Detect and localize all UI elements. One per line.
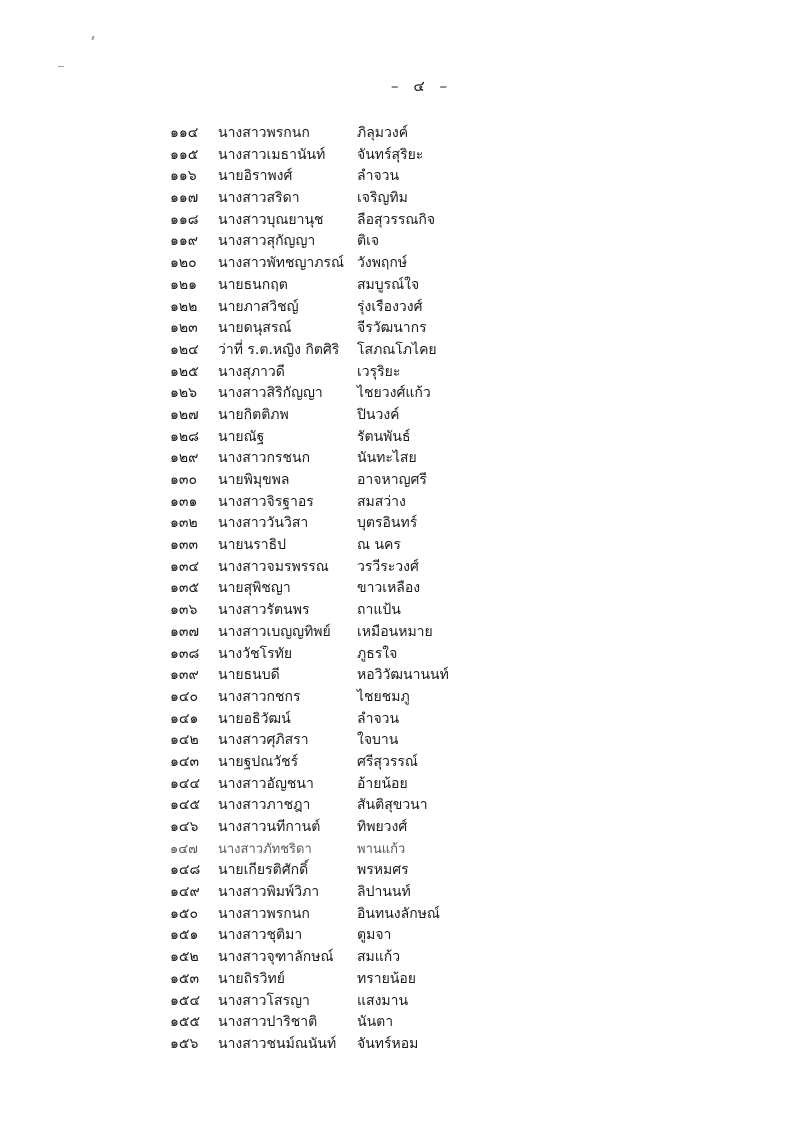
entry-given-name: นางสาวเบญญทิพย์ [218,623,331,640]
entry-surname: เจริญทิม [357,190,408,207]
list-item [0,145,800,167]
page-number-dash-left: – [391,77,401,95]
entry-surname: ลำจวน [357,710,400,727]
name-list [0,123,800,1056]
entry-surname: พรหมศร [357,862,409,879]
entry-surname: อินทนงลักษณ์ [357,905,440,922]
entry-surname: หอวิวัฒนานนท์ [357,667,449,684]
entry-given-name: นายนราธิป [218,537,287,554]
entry-surname: บุตรอินทร์ [357,515,418,532]
entry-number: ๑๔๓ [170,753,200,770]
entry-number: ๑๔๕ [170,797,201,814]
entry-given-name: นางสาวพรกนก [218,125,310,141]
list-item [0,535,800,557]
entry-given-name: นายภาสวิชญ์ [218,298,299,315]
entry-number: ๑๔๑ [170,710,199,727]
entry-given-name: นางสาวโสรญา [218,992,310,1009]
entry-given-name: นางสาวรัตนพร [218,602,310,619]
entry-number: ๑๕๔ [170,992,201,1009]
list-item [0,752,800,774]
entry-number: ๑๔๐ [170,688,199,705]
entry-surname: ศรีสุวรรณ์ [357,753,418,770]
entry-surname: สมสว่าง [357,493,406,510]
list-item [0,1034,800,1056]
entry-surname: ติเจ [357,233,380,250]
entry-given-name: นางสาวภัทชริดา [218,841,312,857]
entry-number: ๑๕๓ [170,970,200,987]
entry-given-name: นางสาวบุณยานุช [218,211,324,228]
list-item [0,362,800,384]
entry-number: ๑๒๓ [170,320,198,337]
entry-surname: อาจหาญศรี [357,472,427,488]
entry-number: ๑๑๔ [170,125,199,141]
entry-number: ๑๑๙ [170,233,199,250]
entry-surname: นันตา [357,1014,394,1031]
entry-number: ๑๓๐ [170,472,198,488]
list-item [0,622,800,644]
list-item [0,513,800,535]
list-item [0,427,800,449]
entry-given-name: นายเกียรติศักดิ์ [218,862,309,879]
entry-number: ๑๒๔ [170,341,199,358]
entry-surname: นันทะไสย [357,450,417,467]
entry-given-name: นายณัฐ [218,428,265,445]
entry-surname: สมบูรณ์ใจ [357,276,420,293]
entry-surname: วรวีระวงศ์ [357,558,419,575]
entry-given-name: นางสาวปาริชาติ [218,1014,318,1031]
list-item [0,340,800,362]
list-item [0,709,800,731]
entry-number: ๑๓๕ [170,580,200,597]
entry-number: ๑๕๑ [170,927,199,944]
list-item [0,470,800,492]
entry-number: ๑๓๖ [170,602,198,619]
entry-given-name: นายกิตติภพ [218,406,289,423]
entry-surname: ทรายน้อย [357,970,416,987]
entry-surname: วังพฤกษ์ [357,255,408,272]
list-item [0,231,800,253]
entry-number: ๑๕๖ [170,1035,199,1052]
entry-number: ๑๔๙ [170,884,200,901]
list-item [0,1012,800,1034]
entry-number: ๑๒๖ [170,385,198,402]
entry-surname: ลำจวน [357,168,400,185]
list-item [0,925,800,947]
entry-number: ๑๔๒ [170,732,199,749]
entry-number: ๑๑๗ [170,190,199,207]
entry-number: ๑๕๕ [170,1014,201,1031]
entry-surname: ลิปานนท์ [357,884,411,901]
list-item [0,687,800,709]
list-item [0,774,800,796]
entry-given-name: นางสาวศุภิสรา [218,732,309,749]
list-item [0,557,800,579]
entry-given-name: นางสาวสริดา [218,190,300,207]
entry-given-name: นางสาวกรชนก [218,450,311,467]
entry-given-name: นางสาวกชกร [218,688,301,705]
entry-number: ๑๑๕ [170,146,199,163]
entry-number: ๑๒๘ [170,428,199,445]
entry-number: ๑๕๒ [170,949,199,966]
list-item [0,210,800,232]
entry-surname: รุ่งเรืองวงศ์ [357,298,423,315]
entry-given-name: นางสาวชนม์ณนันท์ [218,1035,337,1052]
entry-number: ๑๓๗ [170,623,199,640]
entry-surname: สมแก้ว [357,949,401,966]
entry-surname: เวรุริยะ [357,363,401,380]
entry-given-name: นายพิมุขพล [218,472,290,488]
list-item [0,123,800,145]
entry-given-name: นางสาวสุกัญญา [218,233,316,250]
entry-surname: รัตนพันธ์ [357,428,411,445]
page-number-dash-right: – [439,77,449,95]
entry-given-name: นายอิราพงศ์ [218,168,293,185]
list-item [0,904,800,926]
entry-surname: สันติสุขวนา [357,797,428,814]
entry-given-name: นางสาวจิรฐาอร [218,493,314,510]
scan-speck [58,66,64,67]
entry-given-name: นายธนกฤต [218,276,288,293]
entry-given-name: นางสุภาวดี [218,363,285,380]
entry-number: ๑๓๒ [170,515,198,532]
entry-number: ๑๒๑ [170,276,198,293]
entry-surname: ใจบาน [357,732,399,749]
entry-given-name: นายธนบดี [218,667,280,684]
entry-number: ๑๔๘ [170,862,201,879]
entry-number: ๑๕๐ [170,905,199,922]
list-item [0,492,800,514]
entry-surname: โสภณโภไคย [357,341,437,358]
entry-surname: ไชยวงศ์แก้ว [357,385,431,402]
list-item [0,947,800,969]
list-item [0,166,800,188]
list-item [0,860,800,882]
entry-surname: ขาวเหลือง [357,580,421,597]
entry-given-name: นางสาวอัญชนา [218,775,314,792]
entry-number: ๑๓๓ [170,537,199,554]
entry-given-name: นางสาวสิริกัญญา [218,385,323,402]
entry-number: ๑๔๗ [170,841,198,857]
entry-surname: จีรวัฒนากร [357,320,427,337]
entry-number: ๑๓๔ [170,558,200,575]
entry-surname: จันทร์สุริยะ [357,146,424,163]
entry-surname: จันทร์หอม [357,1035,419,1052]
list-item [0,839,800,861]
entry-given-name: นายสุพิชญา [218,580,291,597]
entry-number: ๑๓๘ [170,645,200,662]
list-item [0,991,800,1013]
entry-number: ๑๒๕ [170,363,199,380]
entry-given-name: นายอธิวัฒน์ [218,710,291,727]
list-item [0,665,800,687]
entry-given-name: ว่าที่ ร.ต.หญิง กิตศิริ [218,341,340,358]
entry-surname: เหมือนหมาย [357,623,433,640]
list-item [0,817,800,839]
entry-given-name: นางสาวเมธานันท์ [218,146,326,163]
list-item [0,318,800,340]
entry-surname: แสงมาน [357,992,409,1009]
entry-number: ๑๒๙ [170,450,199,467]
list-item [0,969,800,991]
entry-number: ๑๒๗ [170,406,199,423]
list-item [0,730,800,752]
entry-number: ๑๑๖ [170,168,197,185]
entry-surname: ภิลุมวงค์ [357,125,409,141]
entry-surname: ณ นคร [357,537,401,554]
entry-surname: ไชยชมภู [357,688,410,705]
scan-speck [91,36,94,40]
list-item [0,600,800,622]
entry-given-name: นางสาวพิมพ์วิภา [218,884,320,901]
list-item [0,644,800,666]
list-item [0,253,800,275]
entry-given-name: นางสาวพัทชญาภรณ์ [218,255,345,272]
entry-surname: ทิพยวงศ์ [357,819,408,835]
entry-given-name: นายฐปณวัชร์ [218,753,299,770]
page-number [0,74,800,98]
entry-surname: ตูมจา [357,927,392,944]
entry-given-name: นายดนุสรณ์ [218,320,292,337]
entry-given-name: นางวัชโรทัย [218,645,293,662]
entry-number: ๑๒๒ [170,298,198,315]
entry-given-name: นางสาววันวิสา [218,515,309,532]
entry-number: ๑๔๖ [170,819,199,835]
entry-given-name: นางสาวภาชฎา [218,797,311,814]
entry-number: ๑๓๑ [170,493,198,510]
entry-surname: ภูธรใจ [357,645,398,662]
entry-number: ๑๔๔ [170,775,201,792]
list-item [0,448,800,470]
entry-surname: อ้ายน้อย [357,775,408,792]
list-item [0,405,800,427]
list-item [0,188,800,210]
entry-number: ๑๒๐ [170,255,197,272]
entry-surname: พานแก้ว [357,841,406,857]
entry-given-name: นางสาวจุฑาลักษณ์ [218,949,334,966]
list-item [0,383,800,405]
list-item [0,275,800,297]
entry-number: ๑๓๙ [170,667,199,684]
entry-surname: ลือสุวรรณกิจ [357,211,436,228]
entry-given-name: นายถิรวิทย์ [218,970,285,987]
entry-given-name: นางสาวชุติมา [218,927,303,944]
entry-given-name: นางสาวนทีกานต์ [218,819,321,835]
list-item [0,578,800,600]
entry-surname: ปินวงค์ [357,406,400,423]
page-number-value: ๔ [413,77,427,95]
entry-number: ๑๑๘ [170,211,199,228]
list-item [0,795,800,817]
list-item [0,882,800,904]
list-item [0,297,800,319]
entry-given-name: นางสาวจมรพรรณ [218,558,329,575]
entry-given-name: นางสาวพรกนก [218,905,310,922]
entry-surname: ถาแป้น [357,602,401,619]
